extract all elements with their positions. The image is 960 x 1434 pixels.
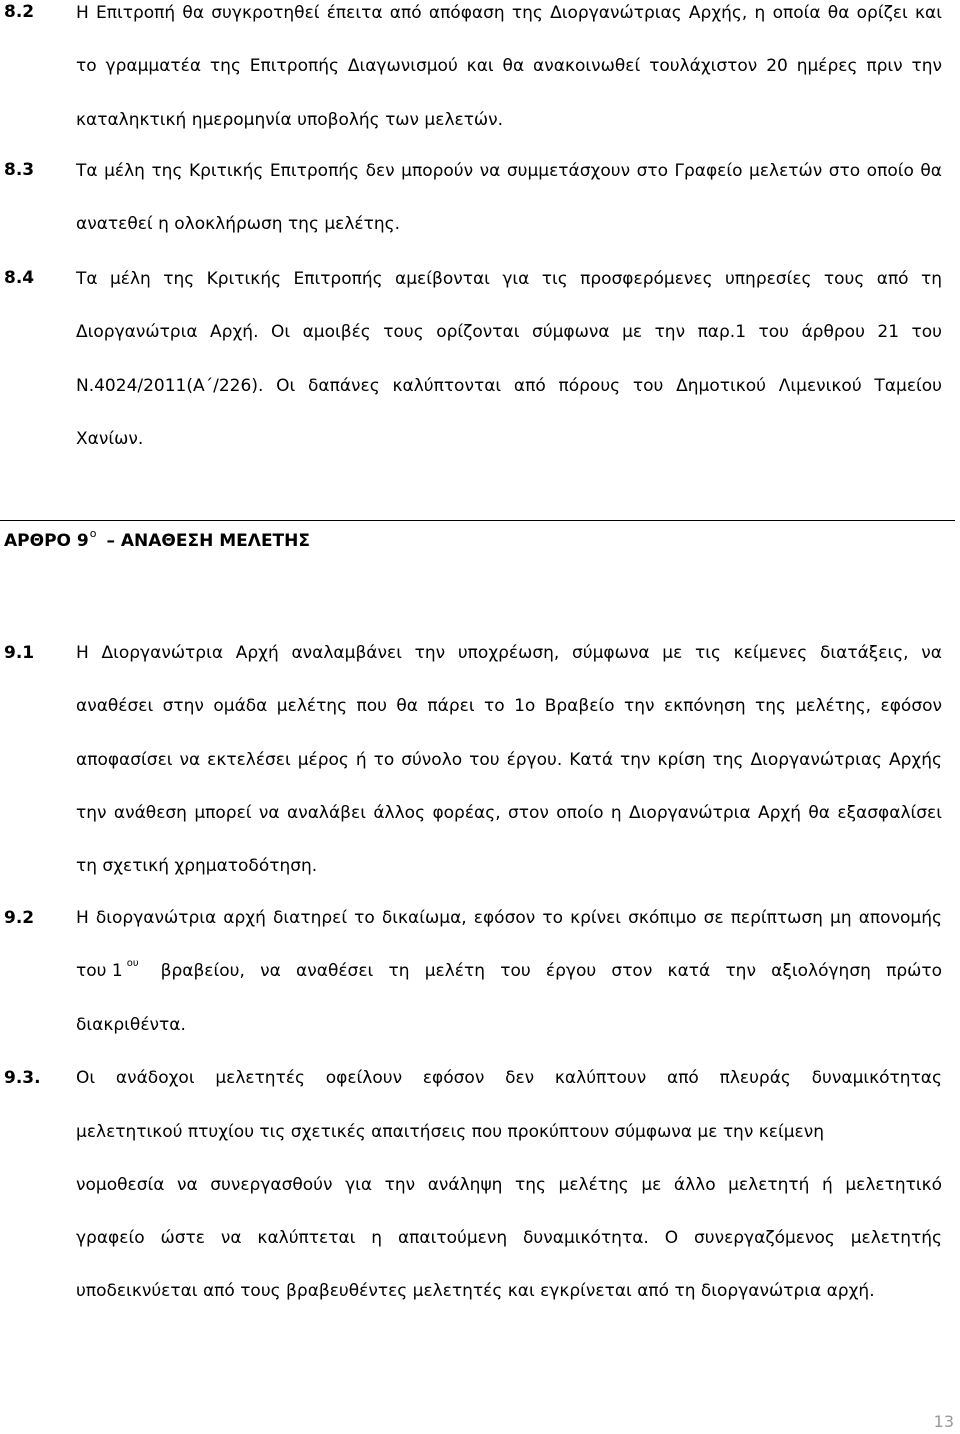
section-number-8-3: 8.3 bbox=[4, 160, 35, 180]
section-text-9-1: Η Διοργανώτρια Αρχή αναλαμβάνει την υποχρέωση, σύμφωνα με τις κείμενες διατάξεις, να αναθέσει στην ομάδα μελέτης που θα πάρει το 1ο Βραβείο την εκπόνηση της μελέτης, εφόσον αποφασίσει να εκτελέσει μέρος ή το σύνολο του έργου. Κατά την κρίση της Διοργανώτριας Αρχής την ανάθεση μπορεί να αναλάβει άλλος φορέας, στον οποίο η Διοργανώτρια Αρχή θα εξασφαλίσει τη σχετική χρηματοδότηση. bbox=[76, 643, 942, 877]
section-9-3-line-3: νομοθεσία να συνεργασθούν για την ανάληψη της μελέτης με άλλο μελετητή ή μελετητικό bbox=[76, 1175, 942, 1195]
section-9-2-line-3: διακριθέντα. bbox=[76, 1015, 186, 1035]
section-text-8-4: Τα μέλη της Κριτικής Επιτροπής αμείβονται για τις προσφερόμενες υπηρεσίες τους από τη Διοργανώτρια Αρχή. Οι αμοιβές τους ορίζονται σύμφωνα με την παρ.1 του άρθρου 21 του Ν.4024/2011(Α΄/226). Οι δαπάνες καλύπτονται από πόρους του Δημοτικού Λιμενικού Ταμείου Χανίων. bbox=[76, 269, 942, 449]
heading-rule bbox=[0, 520, 955, 521]
section-number-9-1: 9.1 bbox=[4, 643, 35, 663]
section-text-8-3: Τα μέλη της Κριτικής Επιτροπής δεν μπορούν να συμμετάσχουν στο Γραφείο μελετών στο οποίο θα ανατεθεί η ολοκλήρωση της μελέτης. bbox=[76, 161, 942, 235]
section-9-2-line-2-rest: βραβείου, να αναθέσει τη μελέτη του έργου στον κατά την αξιολόγηση πρώτο bbox=[160, 961, 942, 981]
section-9-2-line-2 bbox=[76, 958, 942, 981]
article-heading-title: – ΑΝΑΘΕΣΗ ΜΕΛΕΤΗΣ bbox=[106, 531, 310, 551]
section-number-8-2: 8.2 bbox=[4, 2, 35, 22]
section-9-3-line-4: γραφείο ώστε να καλύπτεται η απαιτούμενη δυναμικότητα. Ο συνεργαζόμενος μελετητής bbox=[76, 1228, 942, 1248]
section-9-2-superscript: ου bbox=[126, 958, 139, 969]
section-number-9-3: 9.3. bbox=[4, 1068, 41, 1088]
section-number-9-2: 9.2 bbox=[4, 908, 35, 928]
page-number: 13 bbox=[933, 1412, 954, 1431]
article-heading-ordinal: ο bbox=[89, 527, 97, 540]
section-9-3-line-5: υποδεικνύεται από τους βραβευθέντες μελετητές και εγκρίνεται από τη διοργανώτρια αρχή. bbox=[76, 1281, 875, 1301]
article-heading bbox=[4, 527, 310, 551]
section-number-8-4: 8.4 bbox=[4, 268, 35, 288]
section-9-2-line-1: Η διοργανώτρια αρχή διατηρεί το δικαίωμα, εφόσον το κρίνει σκόπιμο σε περίπτωση μη απονομής bbox=[76, 908, 942, 928]
article-heading-prefix: ΑΡΘΡΟ 9 bbox=[4, 531, 89, 551]
section-9-3-line-2: μελετητικού πτυχίου τις σχετικές απαιτήσεις που προκύπτουν σύμφωνα με την κείμενη bbox=[76, 1122, 824, 1142]
section-9-2-line-2-start: του 1 $^{o\upsilon}$ bbox=[76, 958, 139, 981]
section-text-8-2: Η Επιτροπή θα συγκροτηθεί έπειτα από απόφαση της Διοργανώτριας Αρχής, η οποία θα ορίζει και το γραμματέα της Επιτροπής Διαγωνισμού και θα ανακοινωθεί τουλάχιστον 20 ημέρες πριν την καταληκτική ημερομηνία υποβολής των μελετών. bbox=[76, 3, 942, 130]
section-9-3-line-1: Οι ανάδοχοι μελετητές οφείλουν εφόσον δεν καλύπτουν από πλευράς δυναμικότητας bbox=[76, 1068, 942, 1088]
